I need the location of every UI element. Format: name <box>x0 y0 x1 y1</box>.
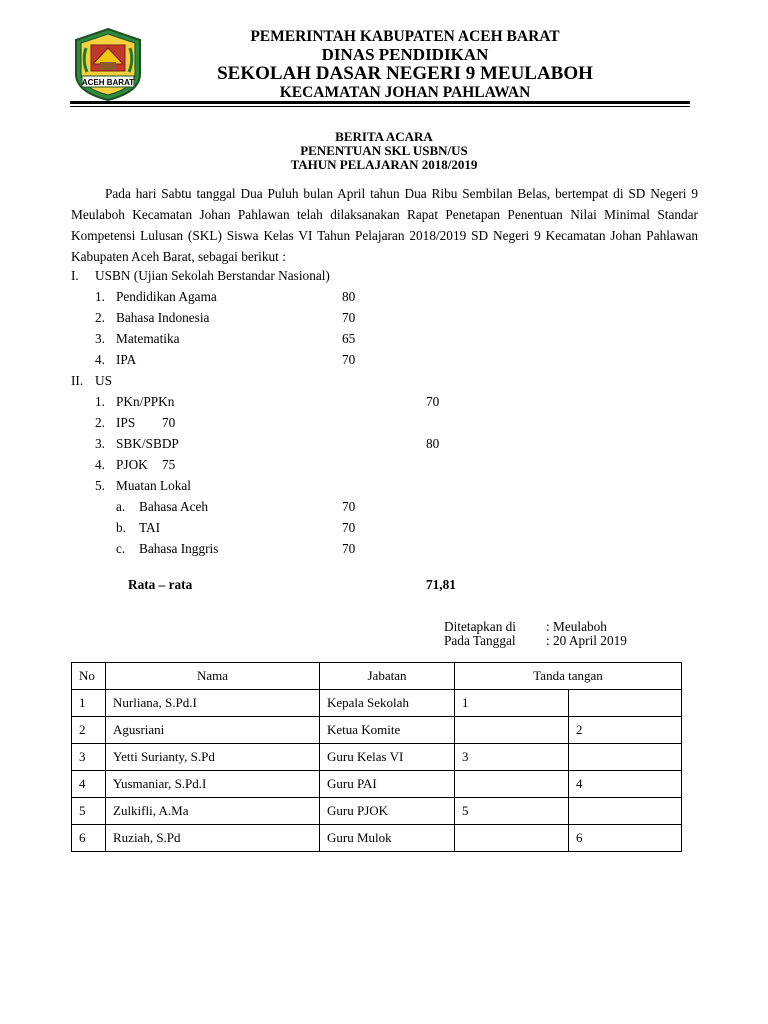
usbn-item-score: 70 <box>342 310 356 325</box>
us-item-score: 70 <box>162 415 176 430</box>
us-item-number: 5. <box>95 478 105 493</box>
us-item-number: 2. <box>95 415 105 430</box>
cell-nama: Nurliana, S.Pd.I <box>106 690 320 717</box>
place-value: : Meulaboh <box>546 619 607 634</box>
usbn-item-name: IPA <box>116 352 137 367</box>
cell-no: 5 <box>72 798 106 825</box>
cell-jabatan: Guru PJOK <box>320 798 455 825</box>
cell-signature-left <box>455 717 569 744</box>
mulok-sub-number: a. <box>116 499 126 514</box>
usbn-item-score: 65 <box>342 331 356 346</box>
cell-no: 4 <box>72 771 106 798</box>
mulok-sub-number: c. <box>116 541 126 556</box>
cell-jabatan: Guru PAI <box>320 771 455 798</box>
cell-jabatan: Ketua Komite <box>320 717 455 744</box>
mulok-sub-score: 70 <box>342 520 356 535</box>
cell-signature-left <box>455 771 569 798</box>
cell-nama: Yetti Surianty, S.Pd <box>106 744 320 771</box>
signature-table <box>71 662 682 852</box>
cell-signature-right <box>569 744 682 771</box>
table-row <box>72 825 682 852</box>
us-item-score: 70 <box>426 394 440 409</box>
us-item-score: 75 <box>162 457 176 472</box>
cell-nama: Agusriani <box>106 717 320 744</box>
date-label: Pada Tanggal <box>444 633 516 648</box>
usbn-item-number: 2. <box>95 310 105 325</box>
cell-signature-right: 6 <box>569 825 682 852</box>
cell-signature-right <box>569 690 682 717</box>
usbn-item-number: 3. <box>95 331 105 346</box>
header-rule-thin <box>70 106 690 107</box>
section-us-heading: US <box>95 373 112 388</box>
us-item-name: Muatan Lokal <box>116 478 191 493</box>
cell-no: 1 <box>72 690 106 717</box>
mulok-sub-score: 70 <box>342 499 356 514</box>
header-agency: DINAS PENDIDIKAN <box>321 45 489 64</box>
usbn-item-score: 80 <box>342 289 356 304</box>
section-usbn-heading: USBN (Ujian Sekolah Berstandar Nasional) <box>95 268 330 283</box>
doc-title: BERITA ACARA <box>335 129 433 144</box>
cell-nama: Yusmaniar, S.Pd.I <box>106 771 320 798</box>
cell-signature-right <box>569 798 682 825</box>
usbn-item-number: 1. <box>95 289 105 304</box>
cell-signature-left: 1 <box>455 690 569 717</box>
aceh-barat-emblem <box>70 26 146 102</box>
cell-signature-left: 3 <box>455 744 569 771</box>
mulok-sub-name: Bahasa Aceh <box>139 499 209 514</box>
table-header-row <box>72 663 682 690</box>
usbn-item-name: Pendidikan Agama <box>116 289 217 304</box>
table-row <box>72 690 682 717</box>
usbn-item-name: Matematika <box>116 331 180 346</box>
place-label: Ditetapkan di <box>444 619 517 634</box>
usbn-item-name: Bahasa Indonesia <box>116 310 210 325</box>
doc-subtitle: PENENTUAN SKL USBN/US <box>300 143 468 158</box>
cell-signature-left <box>455 825 569 852</box>
us-item-number: 3. <box>95 436 105 451</box>
header-no: No <box>72 663 106 690</box>
average-value: 71,81 <box>426 577 456 592</box>
average-label: Rata – rata <box>128 577 193 592</box>
us-item-score: 80 <box>426 436 440 451</box>
cell-nama: Ruziah, S.Pd <box>106 825 320 852</box>
us-item-number: 4. <box>95 457 105 472</box>
us-item-number: 1. <box>95 394 105 409</box>
header-government: PEMERINTAH KABUPATEN ACEH BARAT <box>250 28 560 45</box>
intro-text: Pada hari Sabtu tanggal Dua Puluh bulan April tahun Dua Ribu Sembilan Belas, bertempat di SD Negeri 9 Meulaboh Kecamatan Johan Pahlawan telah dilaksanakan Rapat Penetapan Penentuan Nilai Minimal Standar Kompetensi Lulusan (SKL) Siswa Kelas VI Tahun Pelajaran 2018/2019 SD Negeri 9 Kecamatan Johan Pahlawan Kabupaten Aceh Barat, sebagai berikut : <box>71 186 698 264</box>
us-item-name: PKn/PPKn <box>116 394 175 409</box>
cell-jabatan: Guru Kelas VI <box>320 744 455 771</box>
header-school: SEKOLAH DASAR NEGERI 9 MEULABOH <box>217 63 593 84</box>
logo-label: ACEH BARAT <box>81 78 135 87</box>
header-jabatan: Jabatan <box>320 663 455 690</box>
table-row <box>72 798 682 825</box>
usbn-item-number: 4. <box>95 352 105 367</box>
section-usbn-number: I. <box>71 268 79 283</box>
cell-jabatan: Kepala Sekolah <box>320 690 455 717</box>
intro-paragraph <box>71 183 698 267</box>
table-row <box>72 744 682 771</box>
header-rule-thick <box>70 101 690 104</box>
table-row <box>72 771 682 798</box>
doc-year: TAHUN PELAJARAN 2018/2019 <box>290 157 478 172</box>
mulok-sub-name: Bahasa Inggris <box>139 541 219 556</box>
date-value: : 20 April 2019 <box>546 633 627 648</box>
cell-signature-left: 5 <box>455 798 569 825</box>
mulok-sub-name: TAI <box>139 520 161 535</box>
table-row <box>72 717 682 744</box>
header-district: KECAMATAN JOHAN PAHLAWAN <box>279 84 531 101</box>
header-tanda-tangan: Tanda tangan <box>455 663 682 690</box>
cell-no: 2 <box>72 717 106 744</box>
us-item-name: IPS <box>116 415 136 430</box>
us-item-name: SBK/SBDP <box>116 436 179 451</box>
cell-no: 3 <box>72 744 106 771</box>
cell-nama: Zulkifli, A.Ma <box>106 798 320 825</box>
cell-jabatan: Guru Mulok <box>320 825 455 852</box>
mulok-sub-number: b. <box>116 520 126 535</box>
section-us-number: II. <box>71 373 84 388</box>
cell-signature-right: 4 <box>569 771 682 798</box>
us-item-name: PJOK <box>116 457 148 472</box>
mulok-sub-score: 70 <box>342 541 356 556</box>
usbn-item-score: 70 <box>342 352 356 367</box>
header-nama: Nama <box>106 663 320 690</box>
cell-signature-right: 2 <box>569 717 682 744</box>
cell-no: 6 <box>72 825 106 852</box>
